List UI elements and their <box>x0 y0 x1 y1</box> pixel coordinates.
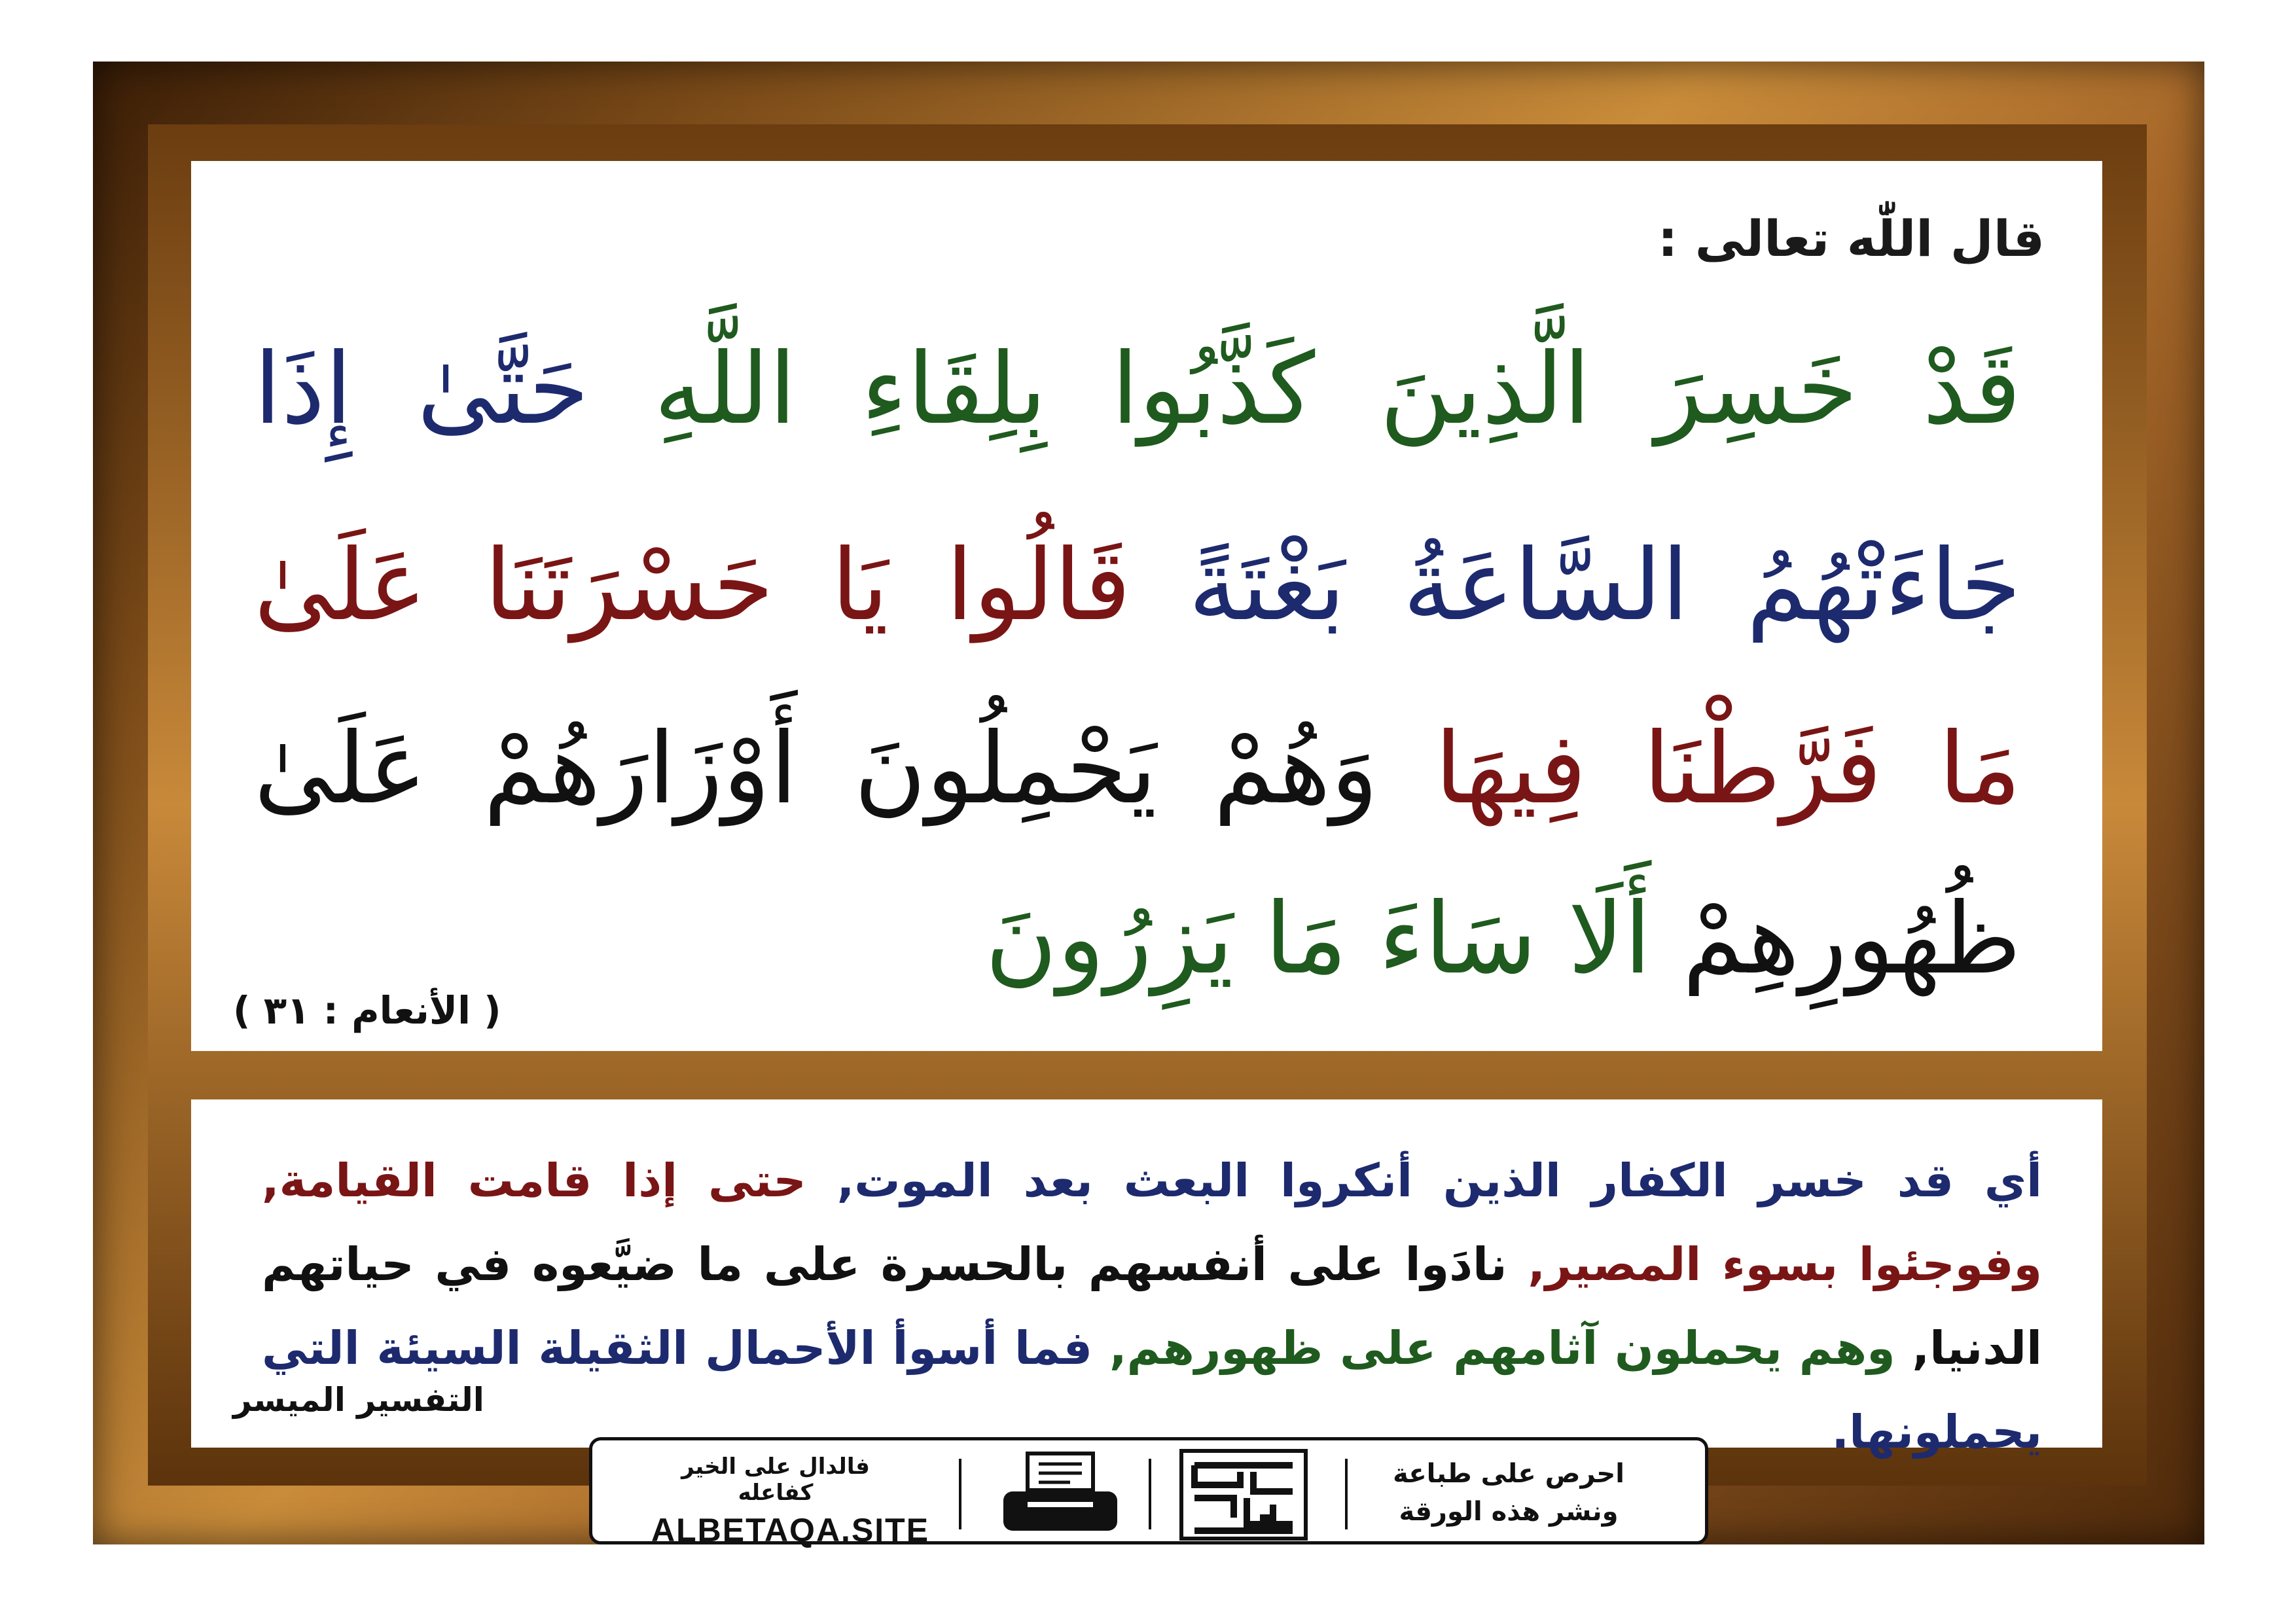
verse-segment: وَهُمْ يَحْمِلُونَ أَوْزَارَهُمْ عَلَىٰ <box>254 712 1378 826</box>
footer-divider <box>1345 1459 1348 1529</box>
verse-line-4 <box>254 882 2021 996</box>
verse-segment: حَتَّىٰ إِذَا <box>254 332 590 446</box>
verse-segment: مَا فَرَّطْنَا فِيهَا <box>1378 712 2021 826</box>
footer-box <box>589 1437 1708 1548</box>
printer-icon <box>998 1451 1122 1536</box>
verse-segment: قَدْ خَسِرَ الَّذِينَ كَذَّبُوا بِلِقَاءِ اللَّهِ <box>589 332 2021 446</box>
footer-divider <box>1149 1459 1151 1529</box>
verse-segment: جَاءَتْهُمُ السَّاعَةُ بَغْتَةً <box>1130 529 2021 643</box>
footer-site-block <box>651 1454 930 1549</box>
verse-segment: ظُهُورِهِمْ <box>1651 882 2021 996</box>
footer-appeal <box>1378 1455 1640 1531</box>
site-link[interactable]: ALBETAQA.SITE <box>651 1512 930 1548</box>
footer-appeal-line-1: احرص على طباعة <box>1393 1459 1624 1489</box>
verse-segment: أَلَا سَاءَ مَا يَزِرُونَ <box>985 882 1651 996</box>
tafsir-segment: فما أسوأ الأحمال الثقيلة السيئة التي يحملونها. <box>262 1321 2042 1459</box>
footer-appeal-line-2: ونشر هذه الورقة <box>1399 1497 1619 1527</box>
verse-line-3 <box>254 712 2021 826</box>
verse-line-1 <box>254 332 2021 446</box>
intro-text: قال اللّٰه تعالى : <box>1657 209 2045 268</box>
tafsir-segment: وهم يحملون آثامهم على ظهورهم, <box>1092 1321 1895 1375</box>
verse-segment: قَالُوا يَا حَسْرَتَنَا عَلَىٰ <box>254 529 1131 643</box>
tafsir-text <box>262 1139 2042 1474</box>
verse-line-2 <box>254 529 2021 643</box>
logo-calligraphy-icon <box>1175 1446 1312 1544</box>
verse-reference: ( الأنعام : ٣١ ) <box>233 988 501 1033</box>
tafsir-segment: نادَوا على أنفسهم بالحسرة على ما ضيَّعوه في حياتهم الدنيا, <box>262 1238 2042 1375</box>
footer-saying: فالدال على الخير كفاعله <box>681 1454 870 1506</box>
tafsir-segment: أي قد خسر الكفار الذين أنكروا البعث بعد الموت, <box>806 1154 2042 1207</box>
footer-divider <box>959 1459 961 1529</box>
tafsir-source: التفسير الميسر <box>233 1381 484 1419</box>
tafsir-segment: حتى إذا قامت القيامة, وفوجئوا بسوء المصير, <box>262 1154 2043 1291</box>
